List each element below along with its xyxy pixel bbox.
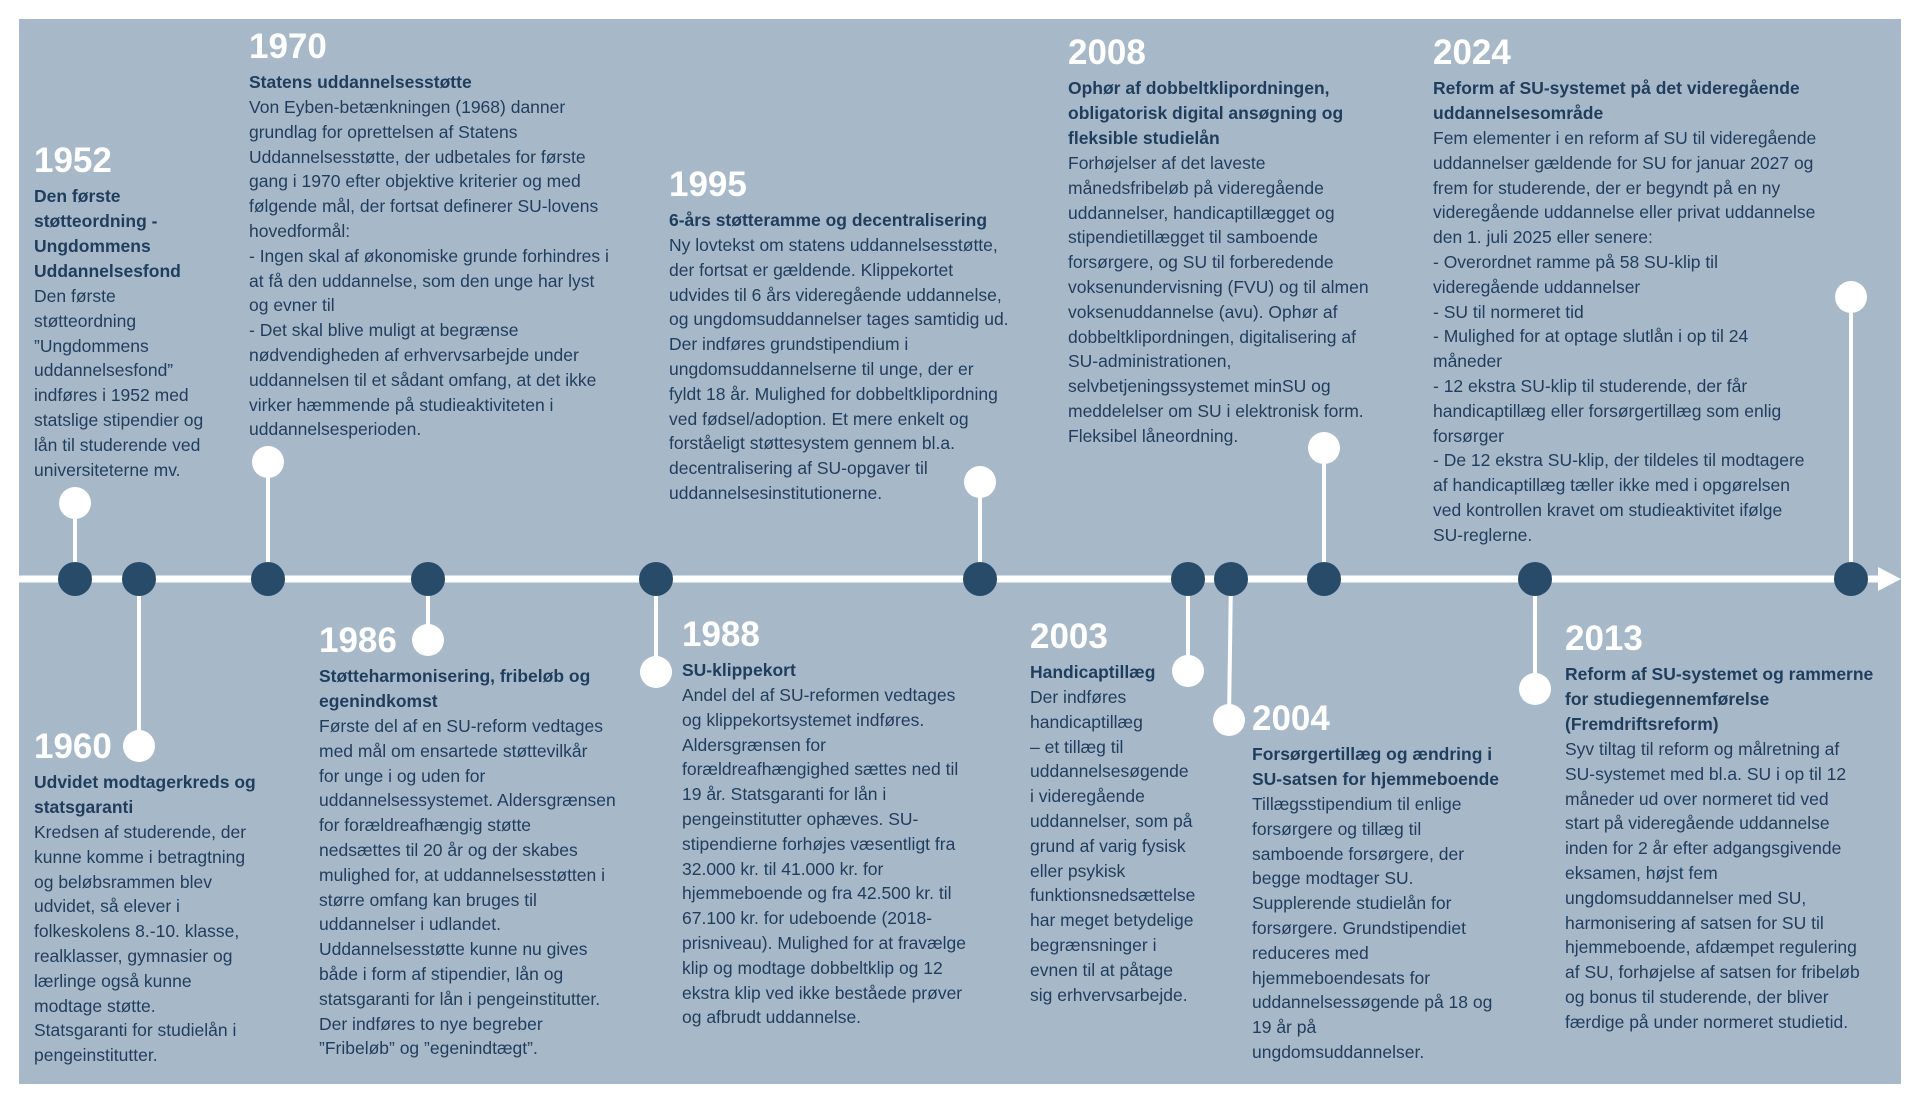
- event-title: Ophør af dobbeltklipordningen, obligatorisk digital ansøgning og fleksible studielån: [1068, 78, 1344, 148]
- pin-2013: [1519, 579, 1551, 705]
- event-description: Von Eyben-betænkningen (1968) danner grundlag for oprettelsen af Statens Uddannelsesstøtte, der udbetales for første gang i 1970 efter objektive kriterier og med følgende mål, der fortsat definerer SU-lovens hovedformål: - Ingen skal af økonomiske grunde forhindres i at få den uddannelse, som den unge har lyst og evner til - Det skal blive muligt at begrænse nødvendigheden af erhvervsarbejde under uddannelsen til et sådant omfang, at det ikke virker hæmmende på studieaktiviteten i uddannelsesperioden.: [249, 97, 609, 440]
- event-description: Fem elementer i en reform af SU til videregående uddannelser gældende for SU for januar 2027 og frem for studerende, der er begyndt på en ny videregående uddannelse eller privat uddannelse den 1. juli 2025 eller senere: - Overordnet ramme på 58 SU-klip til videregående uddannelser - SU til normeret tid - Mulighed for at optage slutlån i op til 24 måneder - 12 ekstra SU-klip til studerende, der får handicaptillæg eller forsørgertillæg som enlig forsørger - De 12 ekstra SU-klip, der tildeles til modtagere af handicaptillæg tæller ikke med i opgørelsen ved kontrollen kravet om studieaktivitet ifølge SU-reglerne.: [1433, 128, 1817, 545]
- event-year: 2024: [1433, 33, 1511, 72]
- node-2004: [1214, 562, 1248, 596]
- pin-2008: [1308, 432, 1340, 579]
- event-year: 2004: [1252, 699, 1330, 738]
- event-year: 1960: [34, 727, 112, 766]
- node-2003: [1171, 562, 1205, 596]
- event-title: Udvidet modtagerkreds og statsgaranti: [34, 772, 256, 817]
- event-title: Støtteharmonisering, fribeløb og egenindkomst: [319, 666, 591, 711]
- node-1952: [58, 562, 92, 596]
- node-2008: [1307, 562, 1341, 596]
- event-1952: [34, 142, 254, 482]
- timeline-arrowhead-icon: [1878, 567, 1901, 591]
- event-title: Handicaptillæg: [1030, 662, 1156, 682]
- event-description: Den første støtteordning ”Ungdommens uddannelsesfond” indføres i 1952 med statslige stipendier og lån til studerende ved universiteterne mv.: [34, 286, 204, 480]
- event-year: 2003: [1030, 617, 1108, 656]
- event-2024: [1433, 34, 1873, 548]
- event-description: Ny lovtekst om statens uddannelsesstøtte, der fortsat er gældende. Klippekortet udvides til 6 års videregående uddannelse, og ungdomsuddannelser tages samtidig ud. Der indføres grundstipendium i ungdomsuddannelserne til unge, der er fyldt 18 år. Mulighed for dobbeltklipordning ved fødsel/adoption. Et mere enkelt og forståeligt støttesystem gennem bl.a. decentralisering af SU-opgaver til uddannelsesinstitutionerne.: [669, 235, 1009, 503]
- event-title: Reform af SU-systemet på det videregående uddannelsesområde: [1433, 78, 1800, 123]
- node-1960: [122, 562, 156, 596]
- event-title: Statens uddannelsesstøtte: [249, 72, 472, 92]
- event-2013: [1565, 620, 1885, 1035]
- event-description: Første del af en SU-reform vedtages med mål om ensartede støttevilkår for unge i og uden for uddannelsessystemet. Aldersgrænsen for forældreafhængig støtte nedsættes til 20 år og der skabes mulighed for, at uddannelsesstøtten i større omfang kan bruges til uddannelser i udlandet. Uddannelsesstøtte kunne nu gives både i form af stipendier, lån og statsgaranti for lån i pengeinstitutter. Der indføres to nye begreber ”Fribeløb” og ”egenindtægt”.: [319, 716, 616, 1059]
- node-1995: [963, 562, 997, 596]
- event-description: Forhøjelser af det laveste månedsfribeløb på videregående uddannelser, handicaptillægget og stipendietillægget til samboende forsørgere, og SU til forberedende voksenundervisning (FVU) og til almen voksenuddannelse (avu). Ophør af dobbeltklipordningen, digitalisering af SU-administrationen, selvbetjeningssystemet minSU og meddelelser om SU i elektronisk form. Fleksibel låneordning.: [1068, 153, 1369, 446]
- event-1988: [682, 616, 1022, 1030]
- event-2003: [1030, 618, 1220, 1007]
- node-2024: [1834, 562, 1868, 596]
- event-year: 1995: [669, 165, 747, 204]
- event-2004: [1252, 700, 1522, 1065]
- event-1986: [319, 622, 659, 1061]
- event-1995: [669, 166, 1049, 506]
- event-year: 2008: [1068, 33, 1146, 72]
- event-description: Andel del af SU-reformen vedtages og klippekortsystemet indføres. Aldersgrænsen for forældreafhængighed sættes ned til 19 år. Statsgaranti for lån i pengeinstitutter ophæves. SU- stipendierne forhøjes væsentligt fra 32.000 kr. til 41.000 kr. for hjemmeboende og fra 42.500 kr. til 67.100 kr. for udeboende (2018- prisniveau). Mulighed for at fravælge klip og modtage dobbeltklip og 12 ekstra klip ved ikke beståede prøver og afbrudt uddannelse.: [682, 685, 967, 1028]
- event-year: 1952: [34, 141, 112, 180]
- node-1970: [251, 562, 285, 596]
- event-1960: [34, 728, 274, 1068]
- event-description: Tillægsstipendium til enlige forsørgere og tillæg til samboende forsørgere, der begge modtager SU. Supplerende studielån for forsørgere. Grundstipendiet reduceres med hjemmeboendesats for uddannelsessøgende på 18 og 19 år på ungdomsuddannelser.: [1252, 794, 1493, 1062]
- event-year: 1988: [682, 615, 760, 654]
- event-title: Den første støtteordning - Ungdommens Uddannelsesfond: [34, 186, 181, 281]
- event-title: 6-års støtteramme og decentralisering: [669, 210, 988, 230]
- event-title: Reform af SU-systemet og rammerne for studiegennemførelse (Fremdriftsreform): [1565, 664, 1874, 734]
- event-title: Forsørgertillæg og ændring i SU-satsen for hjemmeboende: [1252, 744, 1499, 789]
- node-1986: [411, 562, 445, 596]
- event-description: Syv tiltag til reform og målretning af SU-systemet med bl.a. SU i op til 12 måneder ud over normeret tid ved start på videregående uddannelse inden for 2 år efter adgangsgivende eksamen, højst fem ungdomsuddannelser med SU, harmonisering af satsen for SU til hjemmeboende, afdæmpet regulering af SU, forhøjelse af satsen for fribeløb og bonus til studerende, der bliver færdige på under normeret studietid.: [1565, 739, 1860, 1032]
- event-description: Kredsen af studerende, der kunne komme i betragtning og beløbsrammen blev udvidet, så elever i folkeskolens 8.-10. klasse, realklasser, gymnasier og lærlinge også kunne modtage støtte. Statsgaranti for studielån i pengeinstitutter.: [34, 822, 247, 1066]
- event-year: 1970: [249, 27, 327, 66]
- event-1970: [249, 28, 669, 442]
- node-2013: [1518, 562, 1552, 596]
- event-description: Der indføres handicaptillæg – et tillæg til uddannelsesøgende i videregående uddannelser, som på grund af varig fysisk eller psykisk funktionsnedsættelse har meget betydelige begrænsninger i evnen til at påtage sig erhvervsarbejde.: [1030, 687, 1196, 1005]
- pin-1970: [252, 446, 284, 579]
- event-year: 2013: [1565, 619, 1643, 658]
- node-1988: [639, 562, 673, 596]
- event-year: 1986: [319, 621, 397, 660]
- event-title: SU-klippekort: [682, 660, 796, 680]
- event-2008: [1068, 34, 1438, 449]
